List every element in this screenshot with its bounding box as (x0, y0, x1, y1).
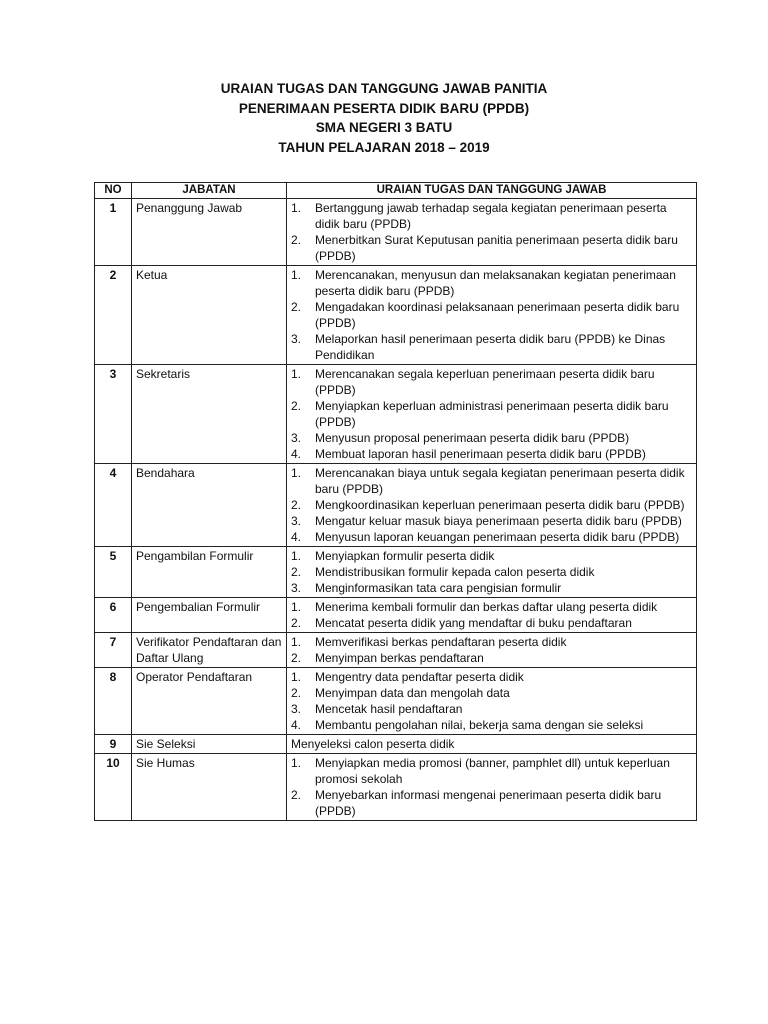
duty-item-text: Mengkoordinasikan keperluan penerimaan peserta didik baru (PPDB) (315, 498, 685, 512)
duty-item-text: Merencanakan segala keperluan penerimaan peserta didik baru (PPDB) (315, 367, 655, 397)
duty-item-text: Menyimpan berkas pendaftaran (315, 651, 484, 665)
row-jabatan: Sie Humas (132, 754, 287, 821)
row-number: 2 (95, 266, 132, 365)
duty-item-text: Merencanakan biaya untuk segala kegiatan penerimaan peserta didik baru (PPDB) (315, 466, 685, 496)
table-header-row (95, 183, 697, 199)
row-number: 4 (95, 464, 132, 547)
duty-item-number: 2. (291, 498, 302, 512)
row-duties (287, 633, 697, 668)
duty-item (291, 513, 692, 529)
duty-item-number: 1. (291, 367, 302, 381)
duty-item-number: 2. (291, 565, 302, 579)
duty-item-text: Mencetak hasil pendaftaran (315, 702, 463, 716)
duty-item-text: Memverifikasi berkas pendaftaran peserta didik (315, 635, 567, 649)
duty-item (291, 650, 692, 666)
duty-item (291, 430, 692, 446)
duty-item (291, 669, 692, 685)
duty-item (291, 398, 692, 430)
duty-item-text: Menyebarkan informasi mengenai penerimaan peserta didik baru (PPDB) (315, 788, 662, 818)
table-row (95, 735, 697, 754)
row-number: 6 (95, 598, 132, 633)
row-jabatan: Bendahara (132, 464, 287, 547)
row-jabatan: Sie Seleksi (132, 735, 287, 754)
duty-item-text: Melaporkan hasil penerimaan peserta didik baru (PPDB) ke Dinas Pendidikan (315, 332, 666, 362)
duty-item-text: Mengadakan koordinasi pelaksanaan penerimaan peserta didik baru (PPDB) (315, 300, 680, 330)
duty-item-number: 2. (291, 651, 302, 665)
duty-item (291, 200, 692, 232)
duty-item (291, 564, 692, 580)
duty-list (291, 669, 692, 733)
row-number: 8 (95, 668, 132, 735)
table-row (95, 633, 697, 668)
duty-item-number: 1. (291, 635, 302, 649)
header-school-year: TAHUN PELAJARAN 2018 – 2019 (278, 139, 490, 155)
duty-list (291, 200, 692, 264)
duty-item-number: 2. (291, 399, 302, 413)
row-number: 7 (95, 633, 132, 668)
row-jabatan: Pengembalian Formulir (132, 598, 287, 633)
duty-item-text: Menerbitkan Surat Keputusan panitia penerimaan peserta didik baru (PPDB) (315, 233, 678, 263)
duty-item-text: Menyusun proposal penerimaan peserta didik baru (PPDB) (315, 431, 630, 445)
duty-item-number: 1. (291, 268, 302, 282)
header-title-line-2: PENERIMAAN PESERTA DIDIK BARU (PPDB) (238, 100, 530, 116)
document-header (0, 79, 768, 157)
duty-item-number: 3. (291, 581, 302, 595)
row-jabatan: Penanggung Jawab (132, 199, 287, 266)
duty-item-text: Mencatat peserta didik yang mendaftar di buku pendaftaran (315, 616, 632, 630)
duty-item-number: 2. (291, 616, 302, 630)
duty-item-text: Menyiapkan formulir peserta didik (315, 549, 495, 563)
duty-item-text: Membantu pengolahan nilai, bekerja sama dengan sie seleksi (315, 718, 644, 732)
row-jabatan: Sekretaris (132, 365, 287, 464)
duty-item (291, 701, 692, 717)
duty-item (291, 497, 692, 513)
duty-item (291, 267, 692, 299)
row-jabatan: Verifikator Pendaftaran dan Daftar Ulang (132, 633, 287, 668)
row-duties (287, 735, 697, 754)
duty-item (291, 599, 692, 615)
duty-list (291, 755, 692, 819)
row-number: 1 (95, 199, 132, 266)
duty-item (291, 529, 692, 545)
duty-item (291, 787, 692, 819)
duty-item (291, 299, 692, 331)
duty-item-number: 1. (291, 201, 302, 215)
duty-item (291, 331, 692, 363)
duty-list (291, 366, 692, 462)
duty-list (291, 599, 692, 631)
row-jabatan: Operator Pendaftaran (132, 668, 287, 735)
duty-item-number: 3. (291, 431, 302, 445)
duty-text: Menyeleksi calon peserta didik (291, 737, 455, 751)
duty-item-number: 2. (291, 233, 302, 247)
column-header-jabatan: JABATAN (132, 183, 287, 199)
duty-item-text: Membuat laporan hasil penerimaan peserta didik baru (PPDB) (315, 447, 646, 461)
duty-list (291, 548, 692, 596)
duty-item (291, 717, 692, 733)
duty-item-text: Menyiapkan keperluan administrasi penerimaan peserta didik baru (PPDB) (315, 399, 669, 429)
row-number: 3 (95, 365, 132, 464)
duty-item (291, 465, 692, 497)
row-duties (287, 199, 697, 266)
row-number: 5 (95, 547, 132, 598)
column-header-uraian: URAIAN TUGAS DAN TANGGUNG JAWAB (287, 183, 697, 199)
duty-item-text: Merencanakan, menyusun dan melaksanakan kegiatan penerimaan peserta didik baru (PPDB) (315, 268, 676, 298)
duty-item-text: Menyiapkan media promosi (banner, pamphlet dll) untuk keperluan promosi sekolah (315, 756, 670, 786)
row-duties (287, 266, 697, 365)
duty-item-number: 1. (291, 466, 302, 480)
duty-item (291, 580, 692, 596)
duty-item-number: 1. (291, 670, 302, 684)
duty-item-number: 2. (291, 788, 302, 802)
duty-item-number: 1. (291, 756, 302, 770)
duty-item-number: 3. (291, 514, 302, 528)
duty-item-text: Mengentry data pendaftar peserta didik (315, 670, 524, 684)
duty-item-text: Menerima kembali formulir dan berkas daftar ulang peserta didik (315, 600, 658, 614)
duty-item-text: Mengatur keluar masuk biaya penerimaan peserta didik baru (PPDB) (315, 514, 682, 528)
duty-item-number: 3. (291, 702, 302, 716)
duty-item-number: 4. (291, 447, 302, 461)
duty-item-number: 4. (291, 530, 302, 544)
table-row (95, 199, 697, 266)
duty-item-number: 3. (291, 332, 302, 346)
row-number: 10 (95, 754, 132, 821)
duty-item-number: 2. (291, 686, 302, 700)
table-row (95, 598, 697, 633)
row-number: 9 (95, 735, 132, 754)
header-school-name: SMA NEGERI 3 BATU (315, 120, 453, 135)
duty-item (291, 366, 692, 398)
duty-item (291, 548, 692, 564)
row-duties (287, 365, 697, 464)
duty-list (291, 267, 692, 363)
duty-list (291, 465, 692, 545)
table-row (95, 464, 697, 547)
duty-item (291, 615, 692, 631)
duty-item-number: 4. (291, 718, 302, 732)
duty-item-number: 2. (291, 300, 302, 314)
row-duties (287, 754, 697, 821)
duty-item-number: 1. (291, 549, 302, 563)
duty-item (291, 755, 692, 787)
duty-list (291, 634, 692, 666)
duty-item (291, 446, 692, 462)
row-duties (287, 464, 697, 547)
header-title-line-1: URAIAN TUGAS DAN TANGGUNG JAWAB PANITIA (220, 81, 548, 96)
table-row (95, 668, 697, 735)
duty-item-text: Menyusun laporan keuangan penerimaan peserta didik baru (PPDB) (315, 530, 680, 544)
duty-item-text: Mendistribusikan formulir kepada calon peserta didik (315, 565, 595, 579)
table-row (95, 365, 697, 464)
duty-item (291, 634, 692, 650)
column-header-no: NO (95, 183, 132, 199)
duty-item-text: Menyimpan data dan mengolah data (315, 686, 510, 700)
duty-item-text: Menginformasikan tata cara pengisian formulir (315, 581, 562, 595)
duty-item (291, 685, 692, 701)
row-jabatan: Ketua (132, 266, 287, 365)
table-body (95, 199, 697, 821)
row-duties (287, 547, 697, 598)
table-row (95, 754, 697, 821)
duties-table (94, 182, 697, 821)
duty-item-text: Bertanggung jawab terhadap segala kegiatan penerimaan peserta didik baru (PPDB) (315, 201, 667, 231)
row-duties (287, 598, 697, 633)
row-jabatan: Pengambilan Formulir (132, 547, 287, 598)
table-row (95, 547, 697, 598)
table-row (95, 266, 697, 365)
row-duties (287, 668, 697, 735)
duty-item-number: 1. (291, 600, 302, 614)
duty-item (291, 232, 692, 264)
